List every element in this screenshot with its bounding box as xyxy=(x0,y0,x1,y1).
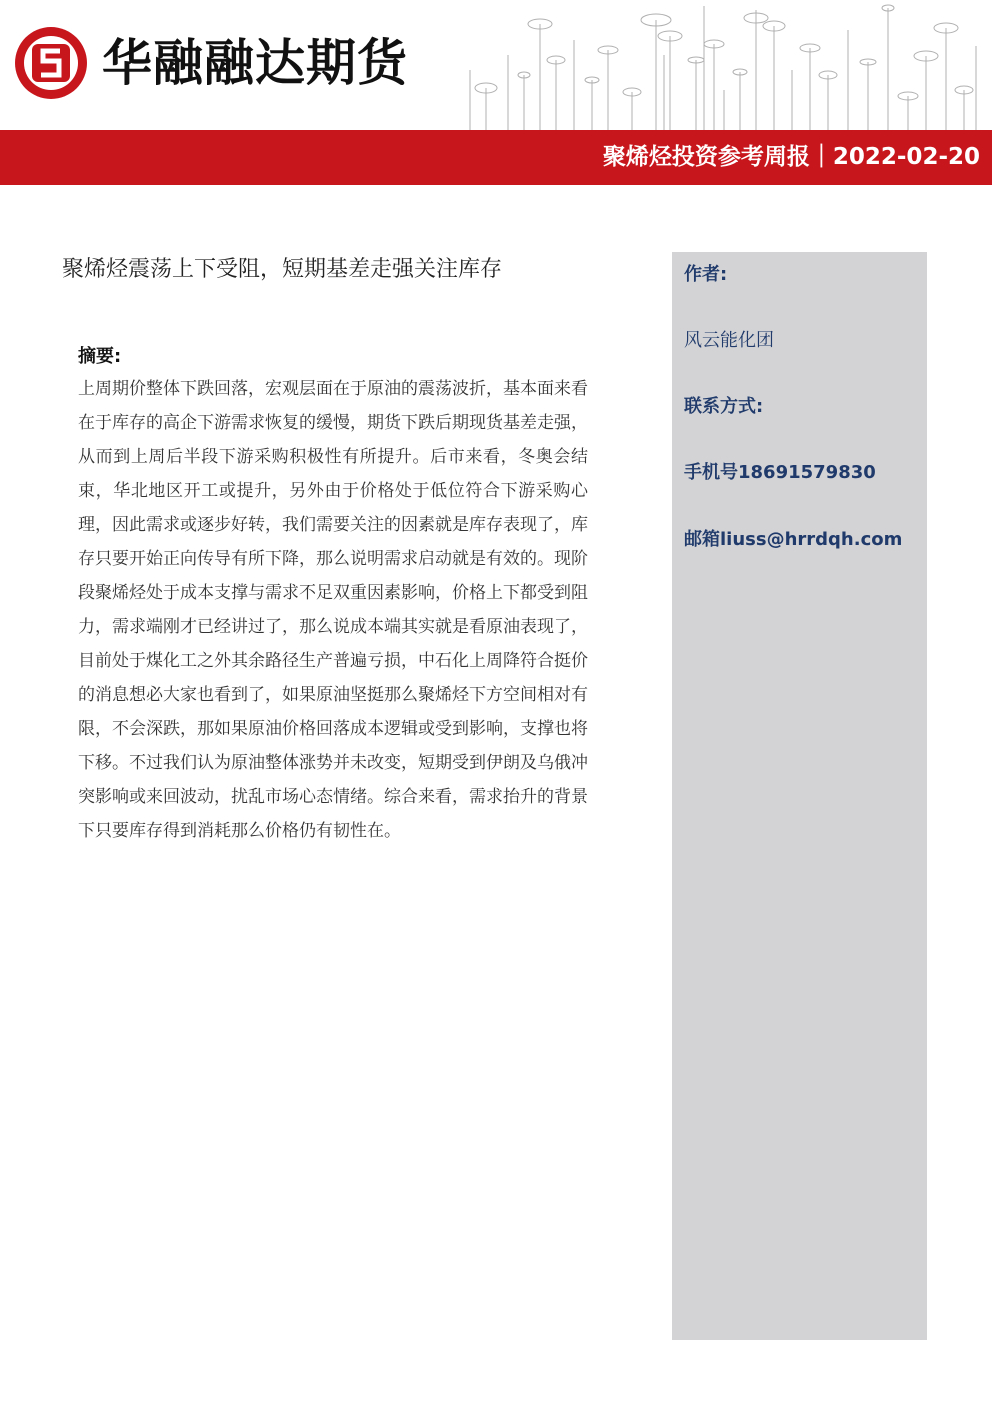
phone-number: 手机号18691579830 xyxy=(684,462,876,483)
report-title: 聚烯烃投资参考周报｜2022-02-20 xyxy=(602,144,980,170)
abstract-body: 上周期价整体下跌回落，宏观层面在于原油的震荡波折，基本面来看在于库存的高企下游需求恢复的缓慢，期货下跌后期现货基差走强，从而到上周后半段下游采购积极性有所提升。后市来看，冬奥会结束，华北地区开工或提升，另外由于价格处于低位符合下游采购心理，因此需求或逐步好转，我们需要关注的因素就是库存表现了，库存只要开始正向传导有所下降，那么说明需求启动就是有效的。现阶段聚烯烃处于成本支撑与需求不足双重因素影响，价格上下都受到阻力，需求端刚才已经讲过了，那么说成本端其实就是看原油表现了，目前处于煤化工之外其余路径生产普遍亏损，中石化上周降符合挺价的消息想必大家也看到了，如果原油坚挺那么聚烯烃下方空间相对有限，不会深跌，那如果原油价格回落成本逻辑或受到影响，支撑也将下移。不过我们认为原油整体涨势并未改变，短期受到伊朗及乌俄冲突影响或来回波动，扰乱市场心态情绪。综合来看，需求抬升的背景下只要库存得到消耗那么价格仍有韧性在。 xyxy=(78,379,588,841)
abstract-heading: 摘要: xyxy=(78,346,122,367)
author-sidebar xyxy=(672,252,927,1340)
report-banner xyxy=(0,130,992,185)
company-name: 华融融达期货 xyxy=(102,34,408,92)
email-address[interactable]: 邮箱liuss@hrrdqh.com xyxy=(684,529,903,550)
header-decoration xyxy=(456,0,992,130)
article-title: 聚烯烃震荡上下受阻，短期基差走强关注库存 xyxy=(62,257,503,282)
company-logo xyxy=(12,24,90,102)
author-label: 作者: xyxy=(684,264,728,285)
contact-label: 联系方式: xyxy=(684,396,764,417)
author-name: 风云能化团 xyxy=(684,330,774,351)
header xyxy=(0,0,992,130)
